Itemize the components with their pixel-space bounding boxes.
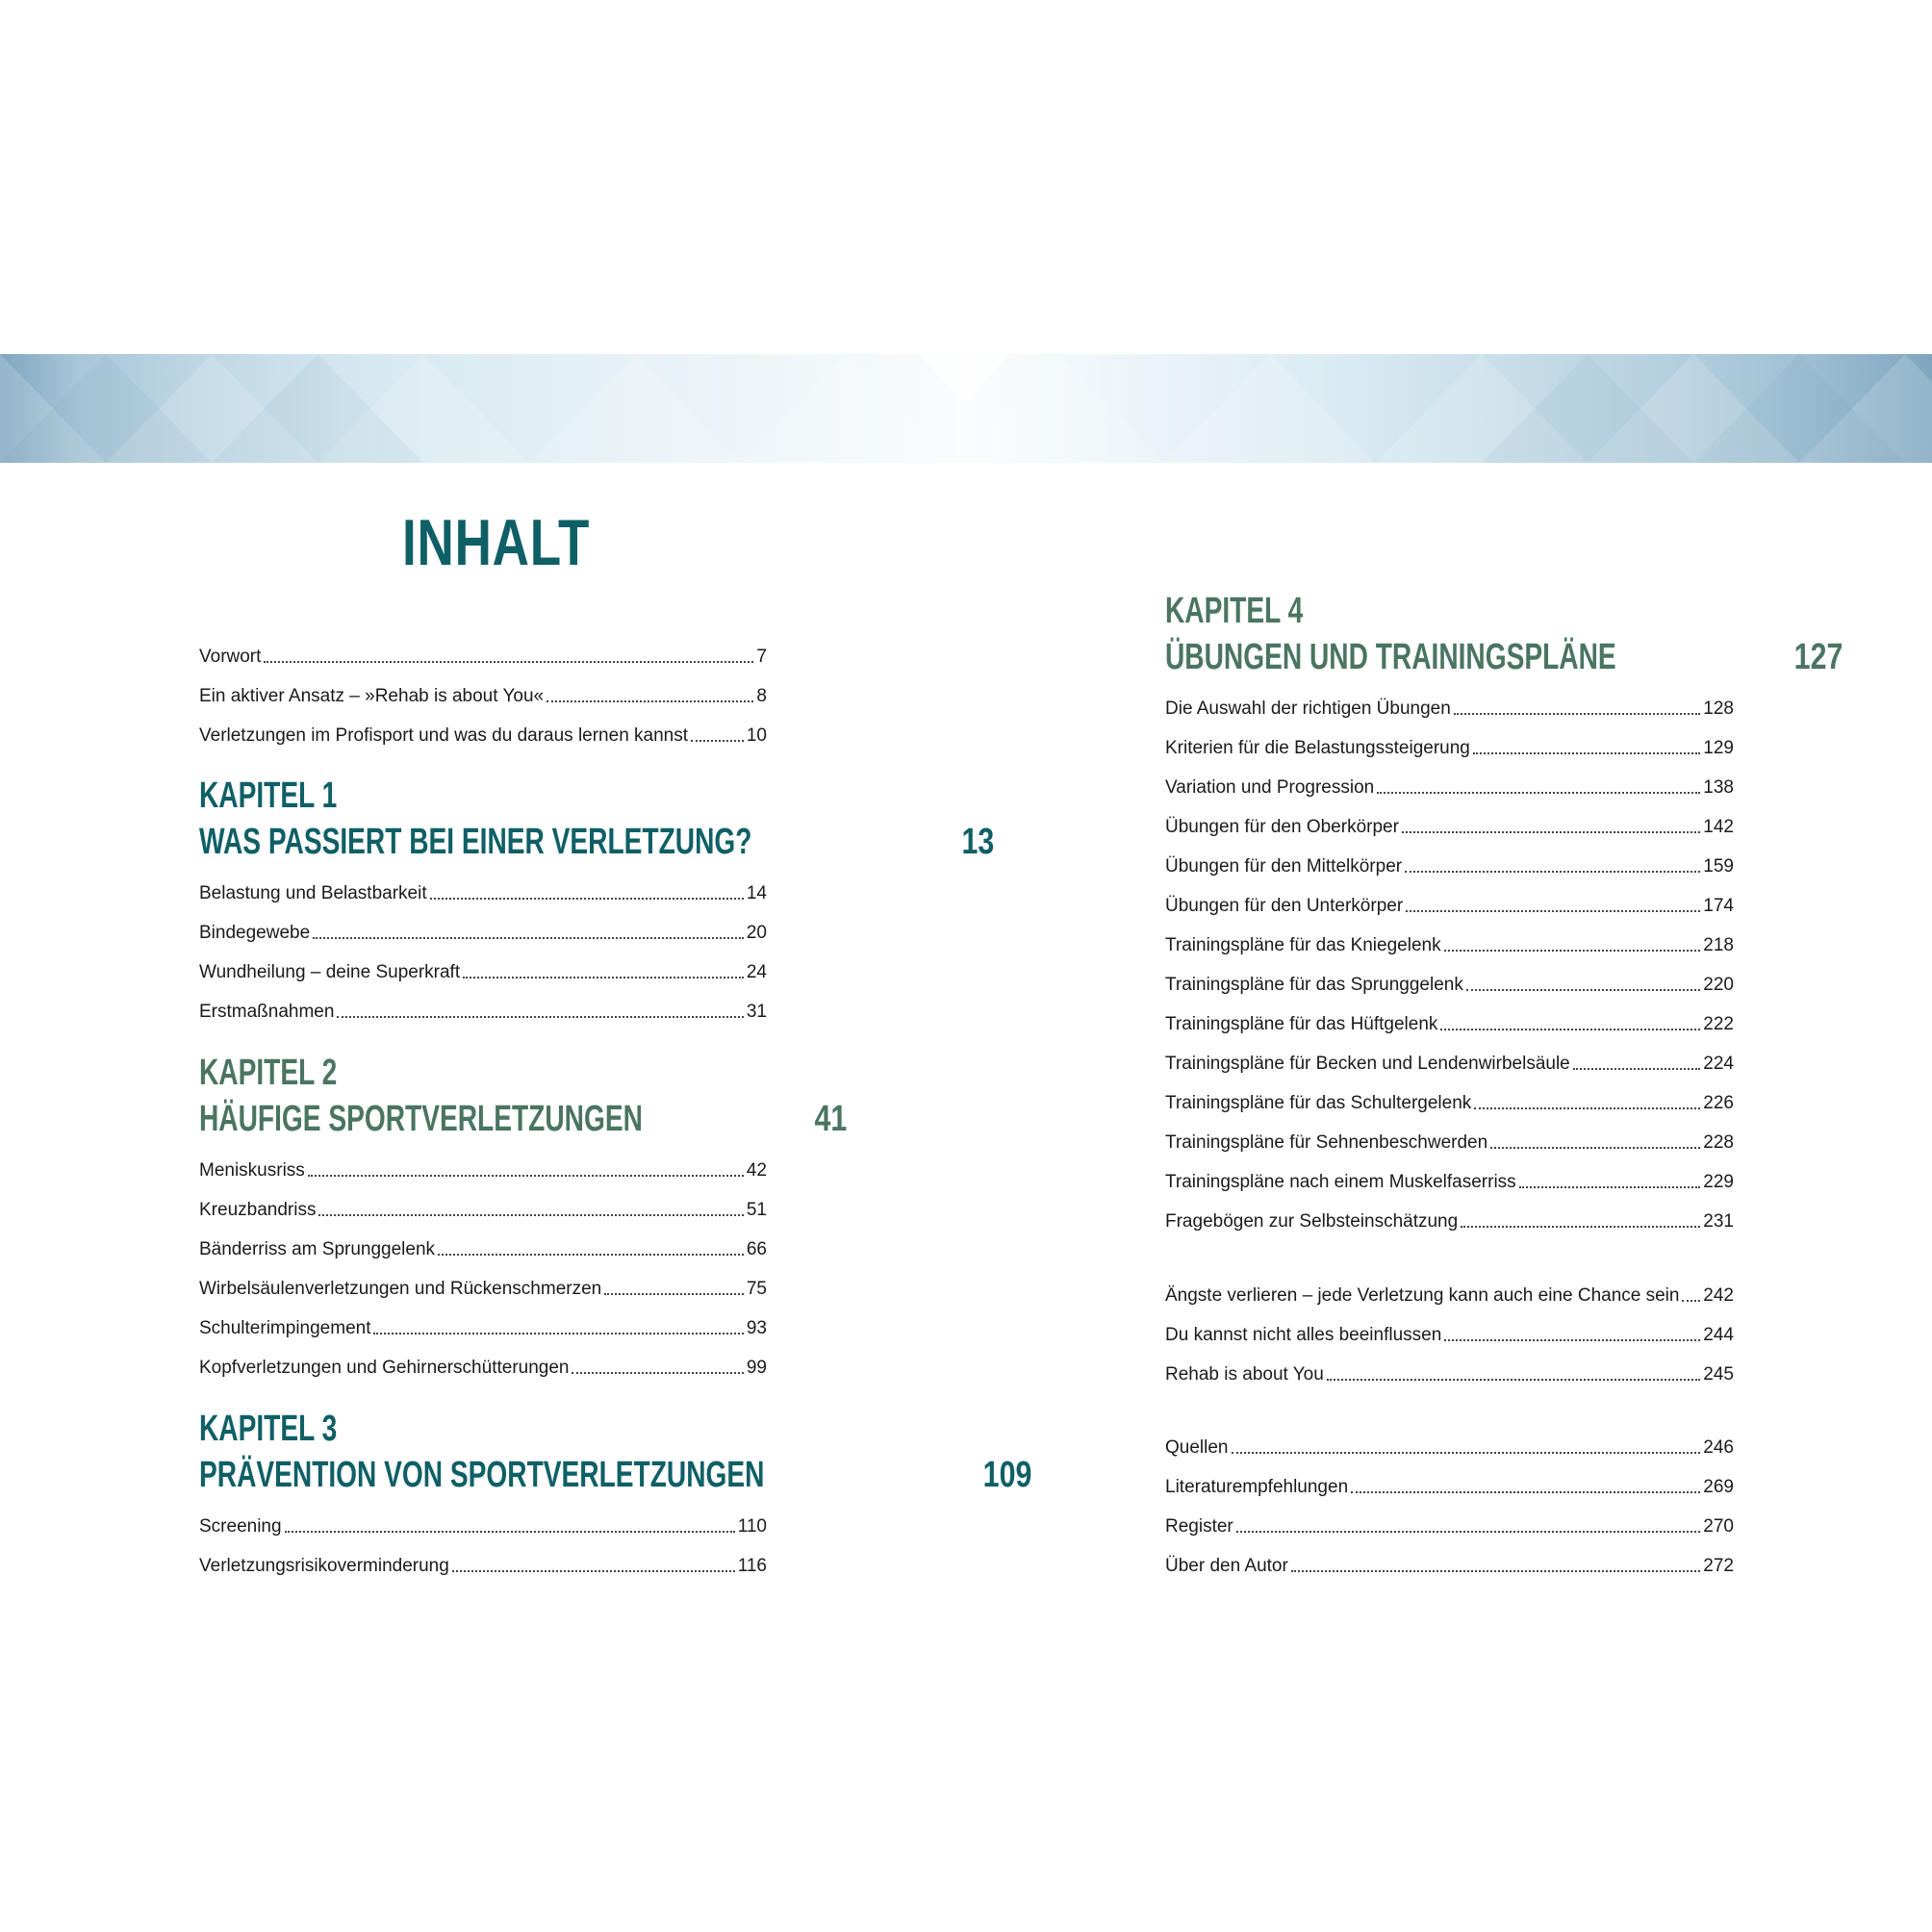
toc-entry-page: 116 xyxy=(737,1556,767,1576)
toc-entry-page: 128 xyxy=(1703,699,1734,719)
toc-entry-page: 42 xyxy=(746,1160,767,1181)
toc-entry[interactable] xyxy=(1165,809,1734,838)
toc-entry[interactable] xyxy=(1165,1046,1734,1075)
toc-entry[interactable] xyxy=(1165,1164,1734,1193)
toc-entry-label: Übungen für den Mittelkörper xyxy=(1165,856,1403,877)
toc-entry-page: 24 xyxy=(746,962,767,982)
toc-entry-label: Kopfverletzungen und Gehirnerschütterungen xyxy=(199,1358,570,1378)
toc-entry-label: Trainingspläne für Becken und Lendenwirbelsäule xyxy=(1165,1054,1570,1074)
leader-dots xyxy=(463,977,744,979)
toc-entry-page: 142 xyxy=(1703,817,1734,837)
leader-dots xyxy=(1466,989,1700,991)
toc-entry-page: 246 xyxy=(1703,1437,1734,1458)
toc-entry-label: Schulterimpingement xyxy=(199,1318,371,1338)
leader-dots xyxy=(1377,792,1700,794)
toc-entry-label: Trainingspläne nach einem Muskelfaserriss xyxy=(1165,1172,1516,1192)
leader-dots xyxy=(547,700,753,702)
leader-dots xyxy=(1461,1226,1700,1228)
chapter-4-page: 127 xyxy=(1794,637,1843,677)
toc-entry-label: Register xyxy=(1165,1516,1233,1537)
chapter-4-title: ÜBUNGEN UND TRAININGSPLÄNE xyxy=(1165,637,1616,677)
toc-entry-page: 138 xyxy=(1703,777,1734,798)
leader-dots xyxy=(1351,1491,1700,1493)
toc-entry-label: Ängste verlieren – jede Verletzung kann auch eine Chance sein xyxy=(1165,1285,1680,1306)
leader-dots xyxy=(572,1372,743,1374)
toc-entry[interactable] xyxy=(1165,1430,1734,1459)
toc-entry[interactable] xyxy=(199,1192,767,1221)
chapter-3-label: KAPITEL 3 xyxy=(199,1409,338,1449)
toc-entry-page: 224 xyxy=(1703,1054,1734,1074)
toc-entry-label: Belastung und Belastbarkeit xyxy=(199,883,427,903)
leader-dots xyxy=(1444,1339,1700,1341)
toc-entry-label: Trainingspläne für das Sprunggelenk xyxy=(1165,975,1463,995)
toc-entry-page: 242 xyxy=(1703,1285,1734,1306)
chapter-3-heading[interactable] xyxy=(199,1453,1032,1495)
toc-entry-page: 220 xyxy=(1703,975,1734,995)
toc-entry[interactable] xyxy=(199,954,767,983)
chapter-1-label: KAPITEL 1 xyxy=(199,775,338,816)
toc-entry[interactable] xyxy=(1165,888,1734,917)
leader-dots xyxy=(1682,1300,1700,1302)
toc-entry[interactable] xyxy=(1165,1469,1734,1498)
toc-entry[interactable] xyxy=(199,1232,767,1260)
toc-entry-label: Meniskusriss xyxy=(199,1160,305,1181)
toc-entry-label: Fragebögen zur Selbsteinschätzung xyxy=(1165,1211,1459,1232)
toc-entry-page: 14 xyxy=(746,883,767,903)
toc-entry-page: 66 xyxy=(746,1239,767,1259)
toc-entry-label: Kriterien für die Belastungssteigerung xyxy=(1165,738,1470,758)
toc-entry-label: Über den Autor xyxy=(1165,1556,1288,1576)
chapter-1-heading[interactable] xyxy=(199,820,995,862)
toc-entry-label: Quellen xyxy=(1165,1437,1229,1458)
leader-dots xyxy=(1405,871,1700,873)
leader-dots xyxy=(1473,752,1700,754)
chapter-2-title: HÄUFIGE SPORTVERLETZUNGEN xyxy=(199,1099,643,1139)
leader-dots xyxy=(604,1293,744,1295)
toc-entry[interactable] xyxy=(199,1509,767,1538)
toc-entry-label: Kreuzbandriss xyxy=(199,1200,317,1220)
toc-entry[interactable] xyxy=(199,639,767,668)
toc-entry-label: Trainingspläne für das Schultergelenk xyxy=(1165,1093,1472,1113)
toc-entry-label: Rehab is about You xyxy=(1165,1364,1324,1385)
chapter-3-title: PRÄVENTION VON SPORTVERLETZUNGEN xyxy=(199,1455,765,1495)
chapter-4-label: KAPITEL 4 xyxy=(1165,591,1304,631)
leader-dots xyxy=(430,898,744,900)
toc-entry[interactable] xyxy=(1165,770,1734,799)
toc-entry[interactable] xyxy=(199,1548,767,1577)
toc-entry-page: 270 xyxy=(1703,1516,1734,1537)
leader-dots xyxy=(1402,831,1700,833)
toc-entry-page: 93 xyxy=(746,1318,767,1338)
toc-entry[interactable] xyxy=(1165,1125,1734,1154)
leader-dots xyxy=(1444,950,1701,952)
toc-entry[interactable] xyxy=(1165,1085,1734,1114)
leader-dots xyxy=(438,1254,744,1256)
page-title: INHALT xyxy=(402,506,591,579)
toc-entry-label: Variation und Progression xyxy=(1165,777,1375,798)
toc-entry-label: Ein aktiver Ansatz – »Rehab is about You« xyxy=(199,686,545,706)
toc-entry[interactable] xyxy=(1165,1548,1734,1577)
toc-entry-page: 272 xyxy=(1703,1556,1734,1576)
leader-dots xyxy=(1519,1186,1701,1188)
toc-entry-page: 99 xyxy=(746,1358,767,1378)
leader-dots xyxy=(1490,1147,1700,1149)
toc-entry-label: Verletzungen im Profisport und was du daraus lernen kannst xyxy=(199,725,689,746)
leader-dots xyxy=(318,1214,743,1216)
leader-dots xyxy=(1474,1107,1700,1109)
chapter-1-title: WAS PASSIERT BEI EINER VERLETZUNG? xyxy=(199,822,752,862)
toc-entry-page: 228 xyxy=(1703,1132,1734,1153)
toc-entry-page: 129 xyxy=(1703,738,1734,758)
leader-dots xyxy=(1236,1531,1701,1533)
toc-entry[interactable] xyxy=(199,1271,767,1300)
chapter-1-page: 13 xyxy=(961,822,995,862)
leader-dots xyxy=(373,1333,743,1335)
toc-entry[interactable] xyxy=(1165,928,1734,956)
toc-entry-page: 222 xyxy=(1703,1014,1734,1034)
toc-entry-label: Die Auswahl der richtigen Übungen xyxy=(1165,699,1451,719)
chapter-4-heading[interactable] xyxy=(1165,635,1843,677)
leader-dots xyxy=(452,1570,735,1572)
leader-dots xyxy=(1454,713,1701,715)
toc-entry[interactable] xyxy=(1165,691,1734,720)
toc-entry-page: 8 xyxy=(756,686,767,706)
toc-entry-page: 174 xyxy=(1703,896,1734,916)
toc-entry[interactable] xyxy=(1165,1006,1734,1035)
toc-entry-label: Bänderriss am Sprunggelenk xyxy=(199,1239,436,1259)
chapter-2-heading[interactable] xyxy=(199,1097,848,1139)
leader-dots xyxy=(691,740,744,742)
leader-dots xyxy=(1406,910,1700,912)
toc-entry-label: Trainingspläne für Sehnenbeschwerden xyxy=(1165,1132,1488,1153)
toc-entry-label: Screening xyxy=(199,1516,282,1537)
toc-entry-page: 226 xyxy=(1703,1093,1734,1113)
toc-entry-label: Wirbelsäulenverletzungen und Rückenschmerzen xyxy=(199,1279,602,1299)
toc-entry[interactable] xyxy=(199,1153,767,1182)
toc-entry-page: 31 xyxy=(746,1002,767,1022)
leader-dots xyxy=(1573,1068,1701,1070)
toc-entry[interactable] xyxy=(199,876,767,904)
toc-entry-label: Vorwort xyxy=(199,647,262,667)
toc-entry-page: 51 xyxy=(746,1200,767,1220)
toc-entry-label: Trainingspläne für das Hüftgelenk xyxy=(1165,1014,1438,1034)
toc-entry-page: 159 xyxy=(1703,856,1734,877)
toc-entry-page: 7 xyxy=(756,647,767,667)
leader-dots xyxy=(1232,1452,1701,1454)
toc-entry-label: Verletzungsrisikoverminderung xyxy=(199,1556,449,1576)
toc-entry[interactable] xyxy=(1165,730,1734,759)
toc-entry[interactable] xyxy=(1165,1357,1734,1385)
toc-entry-page: 269 xyxy=(1703,1477,1734,1497)
toc-entry-page: 231 xyxy=(1703,1211,1734,1232)
leader-dots xyxy=(1327,1379,1700,1381)
toc-entry[interactable] xyxy=(199,678,767,707)
toc-entry-page: 229 xyxy=(1703,1172,1734,1192)
toc-entry-label: Erstmaßnahmen xyxy=(199,1002,335,1022)
toc-entry[interactable] xyxy=(1165,967,1734,996)
toc-entry[interactable] xyxy=(1165,1317,1734,1346)
toc-entry-label: Du kannst nicht alles beeinflussen xyxy=(1165,1325,1442,1345)
toc-entry[interactable] xyxy=(1165,849,1734,877)
toc-entry[interactable] xyxy=(1165,1509,1734,1538)
leader-dots xyxy=(313,937,744,939)
toc-entry-page: 245 xyxy=(1703,1364,1734,1385)
toc-entry[interactable] xyxy=(199,994,767,1023)
toc-entry-page: 218 xyxy=(1703,935,1734,955)
chapter-2-page: 41 xyxy=(814,1099,848,1139)
toc-entry-label: Übungen für den Unterkörper xyxy=(1165,896,1404,916)
toc-entry[interactable] xyxy=(199,915,767,944)
toc-entry-label: Übungen für den Oberkörper xyxy=(1165,817,1399,837)
toc-entry-page: 20 xyxy=(746,923,767,943)
toc-entry-label: Bindegewebe xyxy=(199,923,311,943)
toc-entry-page: 244 xyxy=(1703,1325,1734,1345)
toc-entry[interactable] xyxy=(1165,1204,1734,1233)
toc-entry[interactable] xyxy=(199,718,767,747)
leader-dots xyxy=(1440,1029,1700,1030)
toc-entry[interactable] xyxy=(199,1350,767,1379)
header-banner xyxy=(0,354,1932,463)
leader-dots xyxy=(264,661,753,663)
toc-entry-page: 110 xyxy=(737,1516,767,1537)
banner-triangle-pattern xyxy=(0,354,1932,463)
toc-entry-label: Trainingspläne für das Kniegelenk xyxy=(1165,935,1441,955)
chapter-2-label: KAPITEL 2 xyxy=(199,1053,338,1093)
toc-entry-label: Literaturempfehlungen xyxy=(1165,1477,1349,1497)
toc-entry[interactable] xyxy=(199,1310,767,1339)
toc-entry-page: 75 xyxy=(746,1279,767,1299)
toc-entry[interactable] xyxy=(1165,1278,1734,1307)
leader-dots xyxy=(337,1016,743,1018)
toc-entry-label: Wundheilung – deine Superkraft xyxy=(199,962,461,982)
leader-dots xyxy=(1291,1570,1700,1572)
toc-entry-page: 10 xyxy=(746,725,767,746)
leader-dots xyxy=(308,1175,744,1177)
chapter-3-page: 109 xyxy=(982,1455,1032,1495)
leader-dots xyxy=(285,1531,735,1533)
